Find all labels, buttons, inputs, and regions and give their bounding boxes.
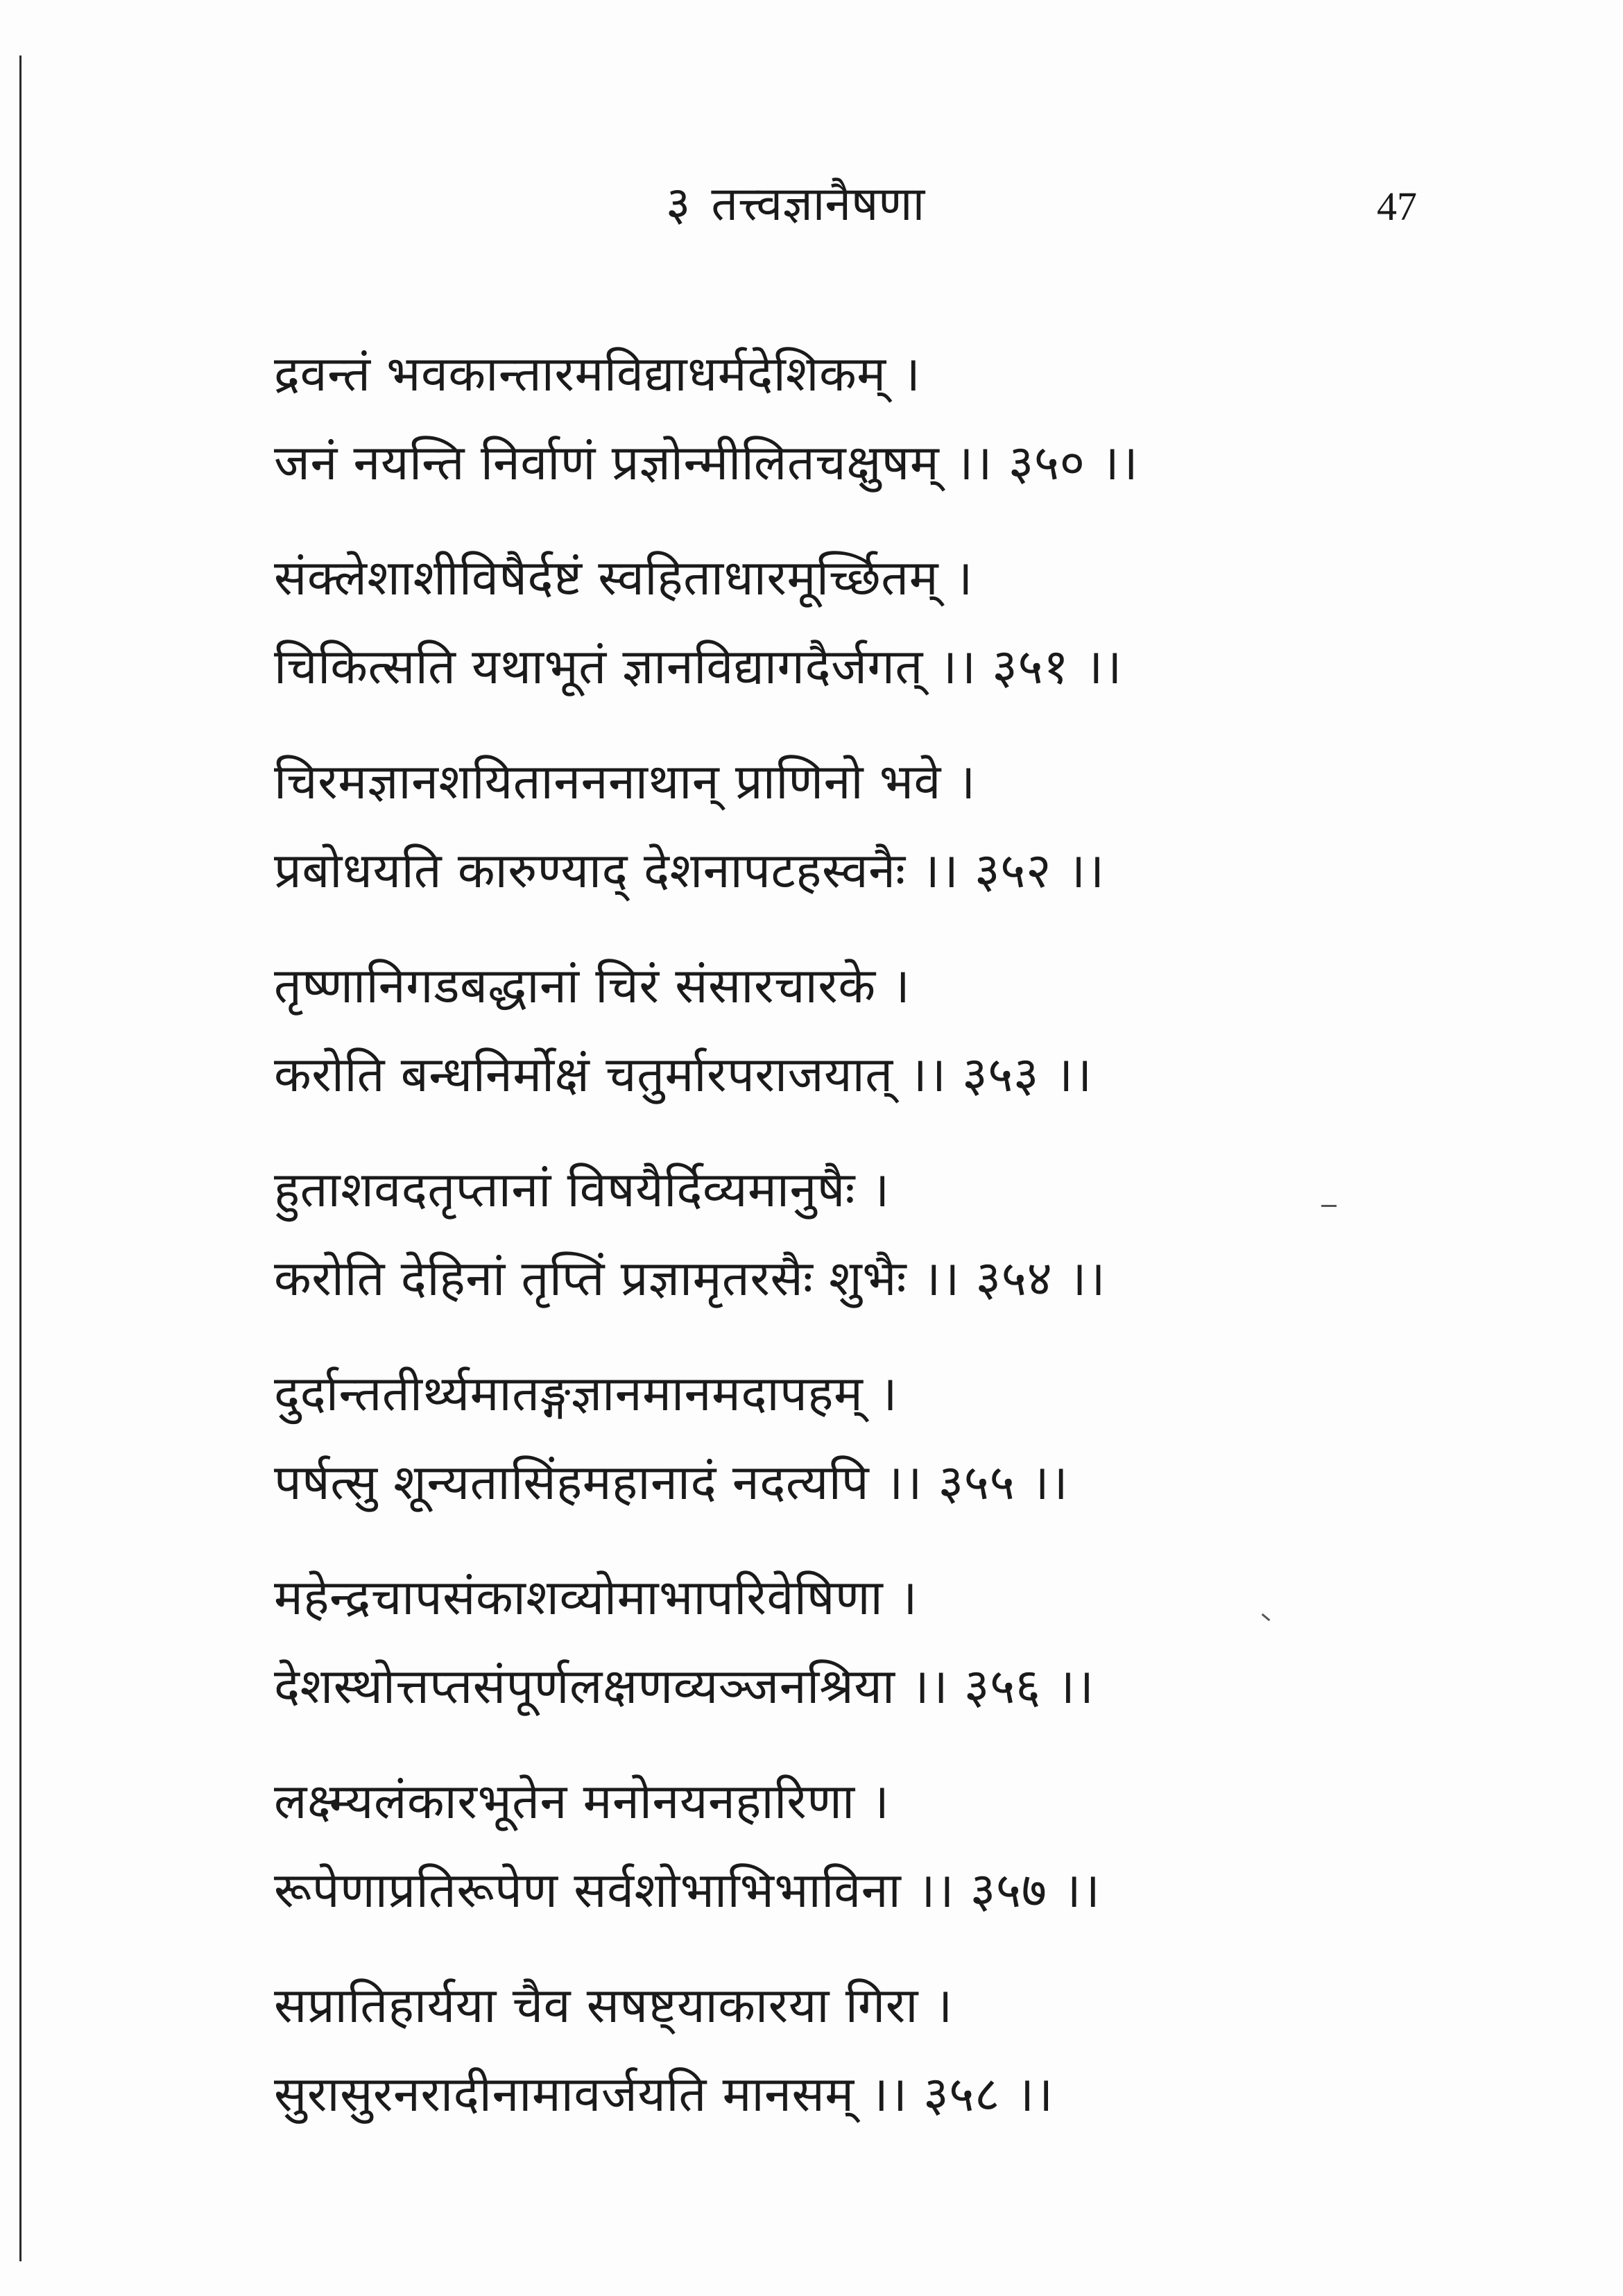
- verse-line-1: हुताशवदतृप्तानां विषयैर्दिव्यमानुषैः ।: [274, 1161, 890, 1218]
- verse-line-1: द्रवन्तं भवकान्तारमविद्याधर्मदेशिकम् ।: [274, 345, 921, 402]
- verse-350: [274, 329, 1522, 507]
- verse-line-2: पर्षत्सु शून्यतासिंहमहानादं नदत्यपि ।। ३५५ ।।: [274, 1454, 1069, 1511]
- verse-line-2: चिकित्सति यथाभूतं ज्ञानविद्यागदैर्जगत् ।। ३५१ ।।: [274, 638, 1122, 695]
- verse-358: [274, 1961, 1522, 2139]
- verse-line-2: सुरासुरनरादीनामावर्जयति मानसम् ।। ३५८ ।।: [274, 2066, 1054, 2123]
- verse-line-1: तृष्णानिगडबद्धानां चिरं संसारचारके ।: [274, 957, 911, 1014]
- verse-351: [274, 533, 1522, 711]
- verse-355: [274, 1349, 1522, 1527]
- verse-line-1: महेन्द्रचापसंकाशव्योमाभापरिवेषिणा ।: [274, 1569, 918, 1626]
- verse-line-1: चिरमज्ञानशयितानननाथान् प्राणिनो भवे ।: [274, 753, 976, 810]
- verse-352: [274, 737, 1522, 915]
- verse-line-1: सप्रातिहार्यया चैव सषष्ट्याकारया गिरा ।: [274, 1977, 953, 2034]
- verse-line-1: संक्लेशाशीविषैर्दष्टं स्वहिताधारमूर्च्छितम् ।: [274, 549, 973, 606]
- verse-line-2: करोति देहिनां तृप्तिं प्रज्ञामृतरसैः शुभैः ।। ३५४ ।।: [274, 1250, 1106, 1307]
- page-number: 47: [1377, 184, 1417, 229]
- page-binding-edge: [19, 55, 22, 2261]
- verse-357: [274, 1757, 1522, 1935]
- verse-list: [274, 329, 1522, 2165]
- chapter-title: तत्त्वज्ञानैषणा: [711, 177, 925, 232]
- verse-line-1: लक्ष्म्यलंकारभूतेन मनोनयनहारिणा ।: [274, 1773, 890, 1830]
- chapter-number: ३: [666, 177, 691, 232]
- verse-353: [274, 941, 1522, 1119]
- verse-line-2: प्रबोधयति कारुण्याद् देशनापटहस्वनैः ।। ३५२ ।।: [274, 842, 1105, 899]
- running-head: [0, 173, 1623, 236]
- verse-line-2: जनं नयन्ति निर्वाणं प्रज्ञोन्मीलितचक्षुषम् ।। ३५० ।।: [274, 434, 1139, 491]
- chapter-heading: [666, 173, 925, 236]
- stray-margin-mark: [1321, 1205, 1337, 1207]
- verse-356: [274, 1553, 1522, 1731]
- verse-line-1: दुर्दान्ततीर्थ्यमातङ्गज्ञानमानमदापहम् ।: [274, 1365, 898, 1422]
- verse-354: [274, 1145, 1522, 1323]
- verse-line-2: रूपेणाप्रतिरूपेण सर्वशोभाभिभाविना ।। ३५७ ।।: [274, 1862, 1101, 1919]
- verse-line-2: करोति बन्धनिर्मोक्षं चतुर्मारपराजयात् ।। ३५३ ।।: [274, 1046, 1092, 1103]
- verse-line-2: देशस्थोत्तप्तसंपूर्णलक्षणव्यञ्जनश्रिया ।। ३५६ ।।: [274, 1658, 1094, 1715]
